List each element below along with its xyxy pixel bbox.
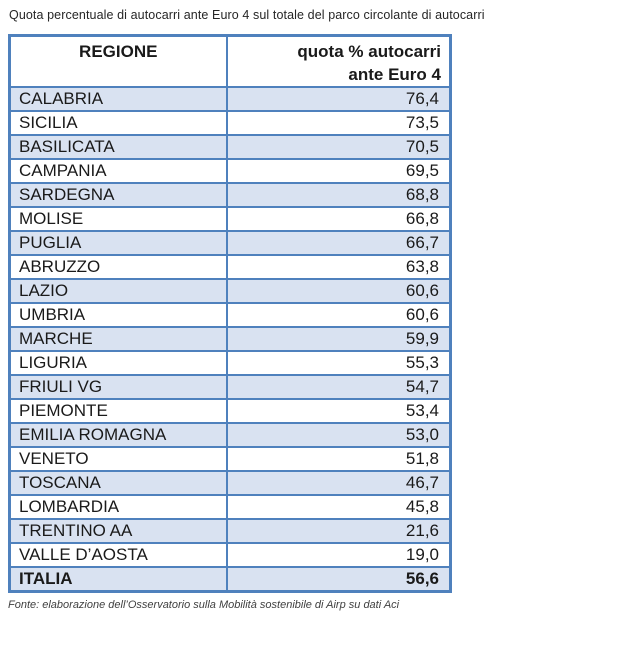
value-cell: 45,8 (227, 495, 451, 519)
table-body (10, 87, 451, 567)
regions-table (8, 34, 452, 593)
value-cell: 53,0 (227, 423, 451, 447)
source-note: Fonte: elaborazione dell’Osservatorio sulla Mobilità sostenibile di Airp su dati Aci (8, 598, 400, 611)
value-cell: 60,6 (227, 279, 451, 303)
region-cell: VALLE D’AOSTA (10, 543, 227, 567)
region-cell: FRIULI VG (10, 375, 227, 399)
value-cell: 46,7 (227, 471, 451, 495)
region-cell: CALABRIA (10, 87, 227, 111)
table-row (10, 423, 451, 447)
table-row (10, 87, 451, 111)
table-row (10, 231, 451, 255)
value-cell: 66,7 (227, 231, 451, 255)
table-row (10, 375, 451, 399)
header-value-line2: ante Euro 4 (348, 65, 441, 84)
table-row (10, 111, 451, 135)
region-cell: LAZIO (10, 279, 227, 303)
value-cell: 68,8 (227, 183, 451, 207)
value-cell: 70,5 (227, 135, 451, 159)
value-cell: 51,8 (227, 447, 451, 471)
region-cell: CAMPANIA (10, 159, 227, 183)
region-cell: SICILIA (10, 111, 227, 135)
table-header (10, 36, 451, 88)
table-row (10, 471, 451, 495)
table-total (10, 567, 451, 591)
region-cell: VENETO (10, 447, 227, 471)
value-cell: 55,3 (227, 351, 451, 375)
table-row (10, 351, 451, 375)
table-row (10, 447, 451, 471)
table-row (10, 399, 451, 423)
total-value-cell: 56,6 (227, 567, 451, 591)
value-cell: 63,8 (227, 255, 451, 279)
value-cell: 66,8 (227, 207, 451, 231)
header-value-line1: quota % autocarri (297, 42, 441, 61)
region-cell: ABRUZZO (10, 255, 227, 279)
table-row (10, 279, 451, 303)
table-row (10, 183, 451, 207)
region-cell: LIGURIA (10, 351, 227, 375)
region-cell: MOLISE (10, 207, 227, 231)
region-cell: EMILIA ROMAGNA (10, 423, 227, 447)
page-title: Quota percentuale di autocarri ante Euro 4 sul totale del parco circolante di autocarri (9, 8, 485, 22)
table-row (10, 207, 451, 231)
table-row (10, 327, 451, 351)
table-row (10, 495, 451, 519)
table-row (10, 303, 451, 327)
value-cell: 69,5 (227, 159, 451, 183)
value-cell: 76,4 (227, 87, 451, 111)
region-cell: PIEMONTE (10, 399, 227, 423)
header-value (227, 36, 451, 88)
region-cell: TOSCANA (10, 471, 227, 495)
value-cell: 53,4 (227, 399, 451, 423)
region-cell: MARCHE (10, 327, 227, 351)
table-row (10, 135, 451, 159)
value-cell: 21,6 (227, 519, 451, 543)
value-cell: 60,6 (227, 303, 451, 327)
value-cell: 73,5 (227, 111, 451, 135)
region-cell: SARDEGNA (10, 183, 227, 207)
region-cell: BASILICATA (10, 135, 227, 159)
region-cell: PUGLIA (10, 231, 227, 255)
total-row (10, 567, 451, 591)
header-row (10, 36, 451, 88)
region-cell: LOMBARDIA (10, 495, 227, 519)
value-cell: 19,0 (227, 543, 451, 567)
value-cell: 54,7 (227, 375, 451, 399)
table-row (10, 159, 451, 183)
value-cell: 59,9 (227, 327, 451, 351)
table-row (10, 519, 451, 543)
table-row (10, 255, 451, 279)
header-region: REGIONE (10, 36, 227, 88)
region-cell: UMBRIA (10, 303, 227, 327)
region-cell: TRENTINO AA (10, 519, 227, 543)
table-row (10, 543, 451, 567)
total-region-cell: ITALIA (10, 567, 227, 591)
